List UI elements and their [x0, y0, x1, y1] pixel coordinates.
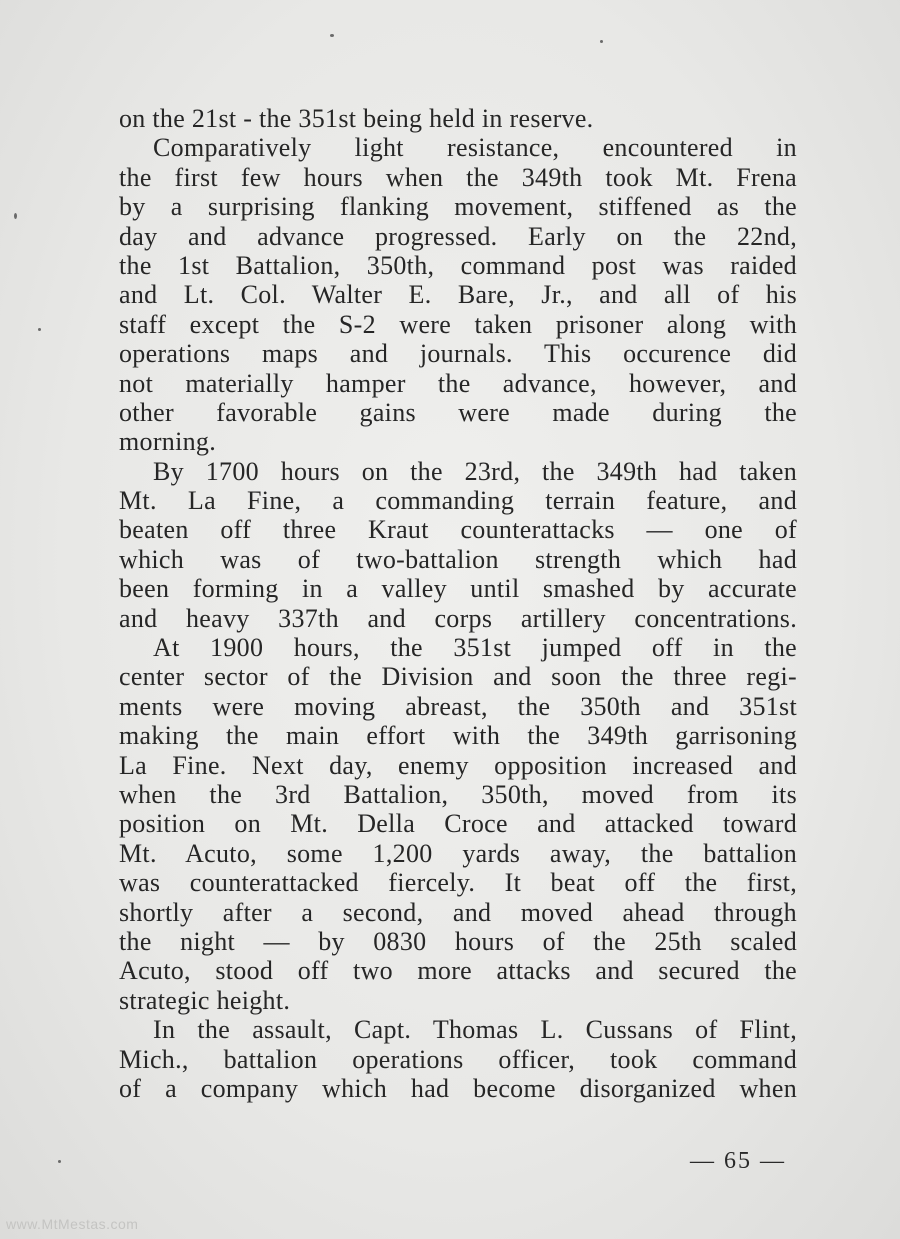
paragraph-1 [119, 104, 797, 133]
paragraph-3 [119, 457, 797, 633]
text-line: the first few hours when the 349th took Mt. Frena [119, 162, 797, 192]
text-line: on the 21st - the 351st being held in reserve. [119, 104, 594, 133]
scan-speck [600, 40, 603, 43]
text-line: by a surprising flanking movement, stiffened as the [119, 192, 797, 222]
text-line: strategic height. [119, 985, 291, 1015]
text-line: staff except the S-2 were taken prisoner along with [119, 309, 797, 339]
paragraph-2 [119, 133, 797, 456]
text-line: shortly after a second, and moved ahead through [119, 897, 797, 927]
page-number: — 65 — [690, 1148, 786, 1174]
text-line: In the assault, Capt. Thomas L. Cussans of Flint, [153, 1015, 797, 1045]
text-line: center sector of the Division and soon the three regi- [119, 662, 797, 692]
text-line: not materially hamper the advance, however, and [119, 368, 797, 398]
paragraph-4 [119, 633, 797, 1015]
text-line: position on Mt. Della Croce and attacked toward [119, 809, 797, 839]
text-line: day and advance progressed. Early on the 22nd, [119, 221, 797, 251]
body-text [119, 104, 797, 1103]
text-line: and Lt. Col. Walter E. Bare, Jr., and all of his [119, 280, 797, 310]
text-line: the 1st Battalion, 350th, command post was raided [119, 250, 797, 280]
scan-speck [38, 328, 41, 331]
scan-speck [58, 1160, 61, 1163]
text-line: the night — by 0830 hours of the 25th scaled [119, 926, 797, 956]
text-line: By 1700 hours on the 23rd, the 349th had taken [153, 456, 797, 486]
text-line: Acuto, stood off two more attacks and secured the [119, 956, 797, 986]
text-line: ments were moving abreast, the 350th and 351st [119, 691, 797, 721]
paragraph-5 [119, 1015, 797, 1103]
text-line: of a company which had become disorganized when [119, 1073, 797, 1103]
scan-speck [14, 213, 17, 219]
text-line: and heavy 337th and corps artillery concentrations. [119, 603, 797, 633]
text-line: been forming in a valley until smashed by accurate [119, 574, 797, 604]
text-line: La Fine. Next day, enemy opposition increased and [119, 750, 797, 780]
text-line: Mt. Acuto, some 1,200 yards away, the battalion [119, 838, 797, 868]
text-line: when the 3rd Battalion, 350th, moved from its [119, 779, 797, 809]
text-line: making the main effort with the 349th garrisoning [119, 721, 797, 751]
text-line: Mt. La Fine, a commanding terrain feature, and [119, 486, 797, 516]
text-line: other favorable gains were made during the [119, 397, 797, 427]
text-line: At 1900 hours, the 351st jumped off in the [153, 633, 797, 663]
watermark: www.MtMestas.com [6, 1216, 139, 1232]
scan-speck [330, 34, 334, 37]
text-line: morning. [119, 427, 217, 457]
text-line: Comparatively light resistance, encountered in [153, 133, 797, 163]
text-line: operations maps and journals. This occurence did [119, 339, 797, 369]
text-line: which was of two-battalion strength which had [119, 544, 797, 574]
text-line: was counterattacked fiercely. It beat off the first, [119, 868, 797, 898]
text-line: Mich., battalion operations officer, took command [119, 1044, 797, 1074]
text-line: beaten off three Kraut counterattacks — one of [119, 515, 797, 545]
